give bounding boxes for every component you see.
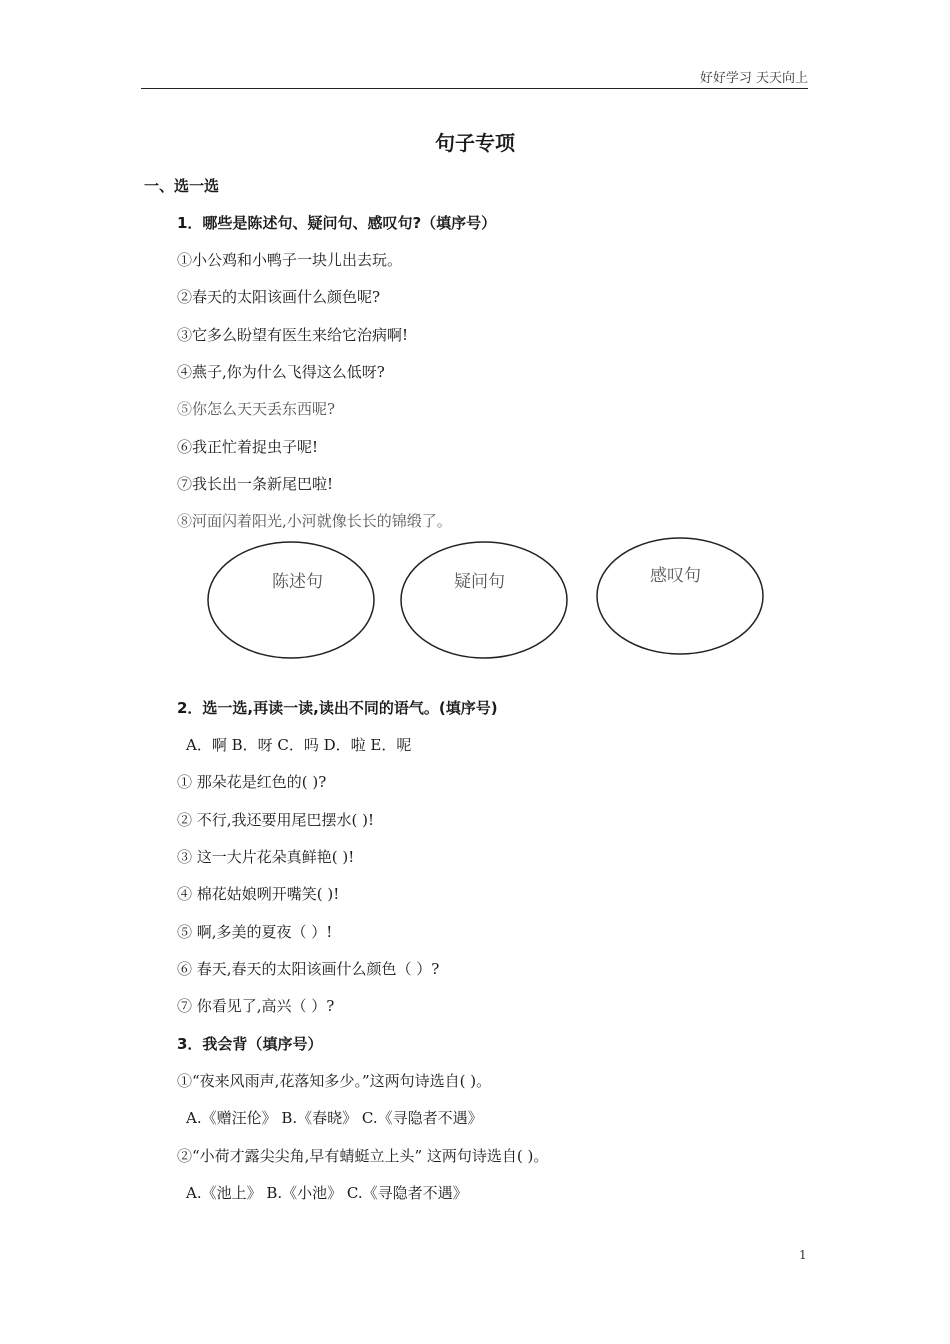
circle-label-interrogative: 疑问句 bbox=[454, 572, 505, 592]
sentence-1: ①小公鸡和小鸭子一块儿出去玩。 bbox=[177, 251, 403, 269]
q3-options-2: A.《池上》 B.《小池》 C.《寻隐者不遇》 bbox=[186, 1184, 468, 1202]
header-tagline: 好好学习 天天向上 bbox=[699, 71, 808, 86]
q3-item-2: ②“小荷才露尖尖角,早有蜻蜓立上头” 这两句诗选自( )。 bbox=[177, 1147, 549, 1165]
section-heading: 一、选一选 bbox=[144, 177, 220, 195]
circle-label-declarative: 陈述句 bbox=[272, 572, 323, 592]
sentence-6: ⑥我正忙着捉虫子呢! bbox=[177, 438, 319, 456]
circle-label-exclamatory: 感叹句 bbox=[650, 566, 701, 586]
q2-item-5: ⑤ 啊,多美的夏夜（ ）! bbox=[177, 923, 333, 941]
q2-item-3: ③ 这一大片花朵真鲜艳( )! bbox=[177, 848, 355, 866]
sentence-3: ③它多么盼望有医生来给它治病啊! bbox=[177, 326, 409, 344]
q2-item-4: ④ 棉花姑娘咧开嘴笑( )! bbox=[177, 885, 340, 903]
header-rule bbox=[141, 88, 808, 89]
circle-exclamatory bbox=[597, 538, 763, 654]
page-number: 1 bbox=[799, 1248, 807, 1262]
q3-item-1: ①“夜来风雨声,花落知多少。”这两句诗选自( )。 bbox=[177, 1072, 492, 1090]
sentence-4: ④燕子,你为什么飞得这么低呀? bbox=[177, 363, 385, 381]
question-2-options: A．啊 B．呀 C．吗 D．啦 E．呢 bbox=[186, 736, 412, 754]
circle-declarative bbox=[208, 542, 374, 658]
sentence-8: ⑧河面闪着阳光,小河就像长长的锦缎了。 bbox=[177, 512, 452, 530]
q2-item-7: ⑦ 你看见了,高兴（ ）? bbox=[177, 997, 335, 1015]
sentence-2: ②春天的太阳该画什么颜色呢? bbox=[177, 288, 381, 306]
q2-item-2: ② 不行,我还要用尾巴摆水( )! bbox=[177, 811, 375, 829]
q3-options-1: A.《赠汪伦》 B.《春晓》 C.《寻隐者不遇》 bbox=[186, 1109, 483, 1127]
q2-item-1: ① 那朵花是红色的( )? bbox=[177, 773, 327, 791]
sentence-7: ⑦我长出一条新尾巴啦! bbox=[177, 475, 334, 493]
sentence-5: ⑤你怎么天天丢东西呢? bbox=[177, 400, 336, 418]
question-2-label: 2．选一选,再读一读,读出不同的语气。(填序号) bbox=[177, 699, 498, 717]
question-1-label: 1．哪些是陈述句、疑问句、感叹句?（填序号） bbox=[177, 214, 497, 232]
circle-interrogative bbox=[401, 542, 567, 658]
sentence-type-circles bbox=[200, 532, 780, 667]
question-3-label: 3．我会背（填序号） bbox=[177, 1035, 323, 1053]
q2-item-6: ⑥ 春天,春天的太阳该画什么颜色（ ）? bbox=[177, 960, 440, 978]
page-title: 句子专项 bbox=[435, 131, 515, 155]
